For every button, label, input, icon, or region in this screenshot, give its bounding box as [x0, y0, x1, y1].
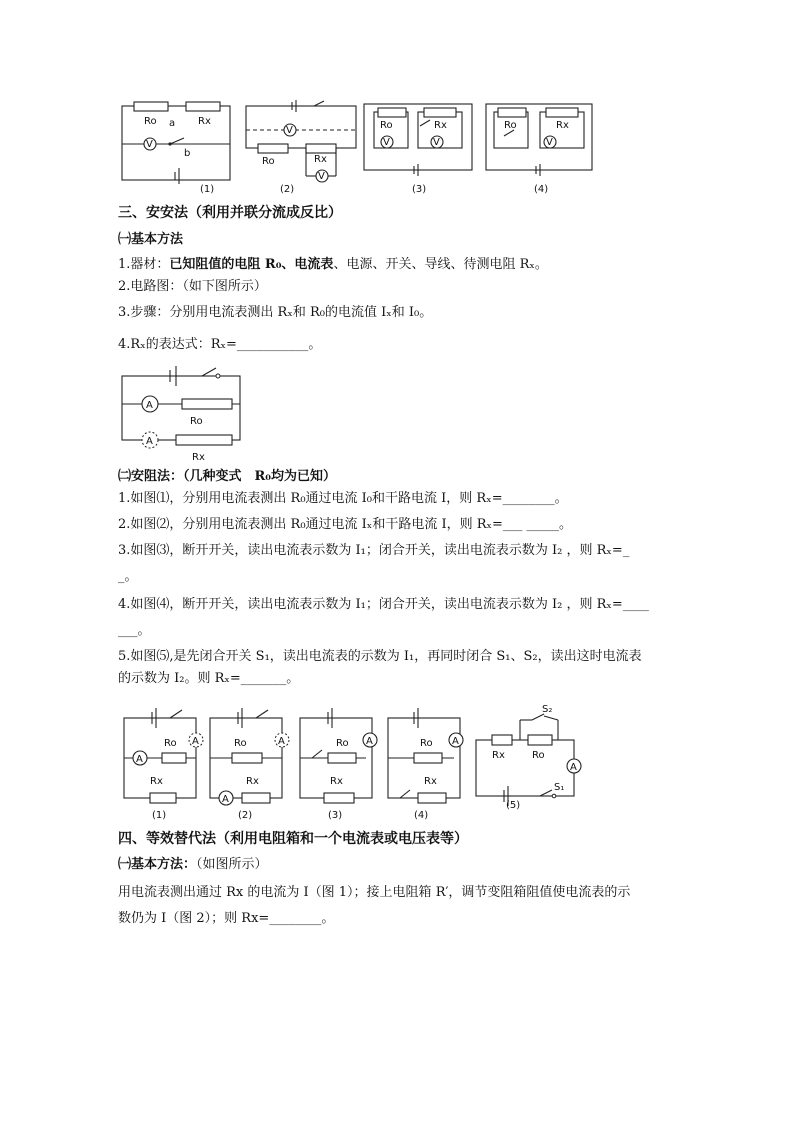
svg-text:Ro: Ro	[164, 738, 177, 749]
circuit-variant-1	[124, 708, 203, 821]
switch-icon	[420, 120, 430, 126]
resistor-ro	[378, 108, 406, 117]
resistor-ro	[162, 753, 186, 763]
section-3-basic-title: ㈠基本方法	[118, 232, 184, 247]
figure-label-4: (4)	[414, 810, 429, 821]
section-4-paragraph-line-1: 用电流表测出通过 Rx 的电流为 I（图 1）；接上电阻箱 R′，调节变阻箱阻值使电流表的示	[118, 885, 631, 900]
section-3-title: 三、安安法（利用并联分流成反比）	[118, 205, 342, 221]
variant-3-line-2: _。	[118, 569, 138, 584]
svg-text:A: A	[192, 736, 199, 747]
resistor-rx	[418, 793, 446, 803]
resistor-ro	[498, 108, 526, 117]
section-3-line-4: 4.Rₓ的表达式：Rₓ=___________。	[118, 337, 322, 352]
switch-icon	[314, 101, 324, 106]
figure-label-3: (3)	[412, 184, 427, 195]
resistor-rx	[306, 144, 336, 153]
resistor-rx	[176, 435, 232, 445]
svg-text:Ro: Ro	[336, 738, 349, 749]
variants-title: ㈡安阻法：（几种变式 R₀均为已知）	[118, 469, 336, 484]
svg-text:Ro: Ro	[532, 750, 545, 761]
variant-1: 1.如图⑴，分别用电流表测出 R₀通过电流 I₀和干路电流 I，则 Rₓ=________。	[118, 491, 568, 506]
resistor-ro	[258, 144, 288, 153]
svg-text:Rx: Rx	[246, 776, 259, 787]
switch-icon	[256, 710, 268, 718]
svg-text:A: A	[146, 400, 153, 411]
label-s1: S₁	[554, 782, 565, 793]
switch-s1-icon	[540, 790, 552, 796]
svg-text:Ro: Ro	[234, 738, 247, 749]
svg-text:Ro: Ro	[380, 120, 393, 131]
svg-text:Rx: Rx	[492, 750, 505, 761]
svg-text:A: A	[452, 736, 459, 747]
switch-icon	[202, 368, 216, 376]
resistor-rx	[546, 108, 578, 117]
svg-text:Rx: Rx	[556, 120, 569, 131]
resistor-ro	[328, 753, 356, 763]
resistor-ro	[182, 399, 232, 409]
resistor-rx	[492, 735, 512, 745]
svg-text:A: A	[366, 736, 373, 747]
svg-text:A: A	[570, 762, 577, 773]
resistor-rx	[186, 102, 220, 111]
svg-text:Rx: Rx	[424, 776, 437, 787]
svg-text:A: A	[222, 794, 229, 805]
svg-text:Ro: Ro	[262, 156, 275, 167]
svg-text:V: V	[286, 125, 293, 136]
variant-2: 2.如图⑵，分别用电流表测出 R₀通过电流 Iₓ和干路电流 I，则 Rₓ=___ _____。	[118, 517, 573, 532]
label-ro: Ro	[190, 416, 203, 427]
section-4-basic-line	[118, 856, 268, 874]
circuit-variant-3	[300, 708, 377, 821]
section-3-line-2: 2.电路图：（如下图所示）	[118, 279, 267, 294]
svg-text:V: V	[383, 137, 390, 148]
resistor-rx	[324, 793, 354, 803]
label-rx: Rx	[198, 116, 211, 127]
svg-text:Rx: Rx	[314, 154, 327, 165]
variant-4-line-2: ___。	[118, 623, 151, 638]
label-rx: Rx	[192, 452, 205, 463]
svg-text:V: V	[318, 171, 325, 182]
equipment-bold: 已知阻值的电阻 R₀、电流表	[169, 257, 334, 272]
section-3-line-1	[118, 256, 548, 274]
section-4-basic-note: （如图所示）	[196, 857, 268, 872]
switch-icon	[170, 710, 182, 718]
figure-label-4: (4)	[534, 184, 549, 195]
circuit-figure-row-1	[118, 98, 618, 198]
resistor-ro	[134, 102, 168, 111]
label-s2: S₂	[542, 704, 553, 715]
svg-text:A: A	[136, 754, 143, 765]
svg-text:Rx: Rx	[434, 120, 447, 131]
section-3-line-3: 3.步骤：分别用电流表测出 Rₓ和 R₀的电流值 Iₓ和 I₀。	[118, 305, 433, 320]
resistor-rx	[242, 793, 270, 803]
switch-icon	[312, 750, 322, 758]
section-4-basic-title: ㈠基本方法：	[118, 857, 197, 872]
figure-label-1: (1)	[152, 810, 167, 821]
circuit-variant-4	[388, 708, 463, 821]
label-b: b	[184, 148, 191, 159]
section-4-title: 四、等效替代法（利用电阻箱和一个电流表或电压表等）	[118, 831, 468, 847]
svg-text:Ro: Ro	[420, 738, 433, 749]
svg-text:Rx: Rx	[150, 776, 163, 787]
variant-4-line-1: 4.如图⑷，断开开关，读出电流表示数为 I₁；闭合开关，读出电流表示数为 I₂ ，则 Rₓ=____	[118, 597, 649, 612]
equipment-prefix: 1.器材：	[118, 257, 170, 272]
section-4-paragraph-line-2: 数仍为 I（图 2）；则 Rx=________。	[118, 911, 335, 926]
variant-3-line-1: 3.如图⑶，断开开关，读出电流表示数为 I₁；闭合开关，读出电流表示数为 I₂ ，则 Rₓ=_	[118, 543, 630, 558]
svg-text:A: A	[278, 736, 285, 747]
circuit-variant-2	[210, 708, 289, 821]
circuit-diagram-3	[364, 104, 472, 195]
label-a: a	[169, 118, 176, 129]
circuit-diagram-2	[246, 100, 356, 195]
equipment-rest: 、电源、开关、导线、待测电阻 Rₓ。	[333, 257, 548, 272]
switch-icon	[170, 138, 184, 144]
figure-label-2: (2)	[280, 184, 295, 195]
circuit-diagram-4	[486, 104, 592, 195]
figure-label-1: (1)	[200, 184, 215, 195]
circuit-ammeter-basic	[118, 364, 248, 464]
resistor-rx	[150, 793, 176, 803]
circuit-variant-5	[476, 704, 581, 811]
figure-label-5: (5)	[506, 800, 521, 811]
svg-text:V: V	[546, 137, 553, 148]
variant-5-line-1: 5.如图⑸,是先闭合开关 S₁，读出电流表的示数为 I₁，再同时闭合 S₁、S₂，读出这时电流表	[118, 649, 642, 664]
figure-label-3: (3)	[328, 810, 343, 821]
svg-text:A: A	[146, 436, 153, 447]
svg-text:V: V	[433, 137, 440, 148]
label-ro: Ro	[144, 116, 157, 127]
circuit-diagram-1	[122, 102, 230, 195]
resistor-ro	[414, 753, 442, 763]
resistor-ro	[528, 735, 552, 745]
svg-text:Ro: Ro	[504, 120, 517, 131]
voltmeter-label: V	[146, 139, 153, 150]
resistor-ro	[232, 753, 262, 763]
circuit-figure-row-2	[118, 704, 588, 824]
switch-icon	[400, 790, 410, 798]
variant-5-line-2: 的示数为 I₂。则 Rₓ=_______。	[118, 671, 300, 686]
resistor-rx	[424, 108, 456, 117]
svg-text:Rx: Rx	[330, 776, 343, 787]
figure-label-2: (2)	[238, 810, 253, 821]
